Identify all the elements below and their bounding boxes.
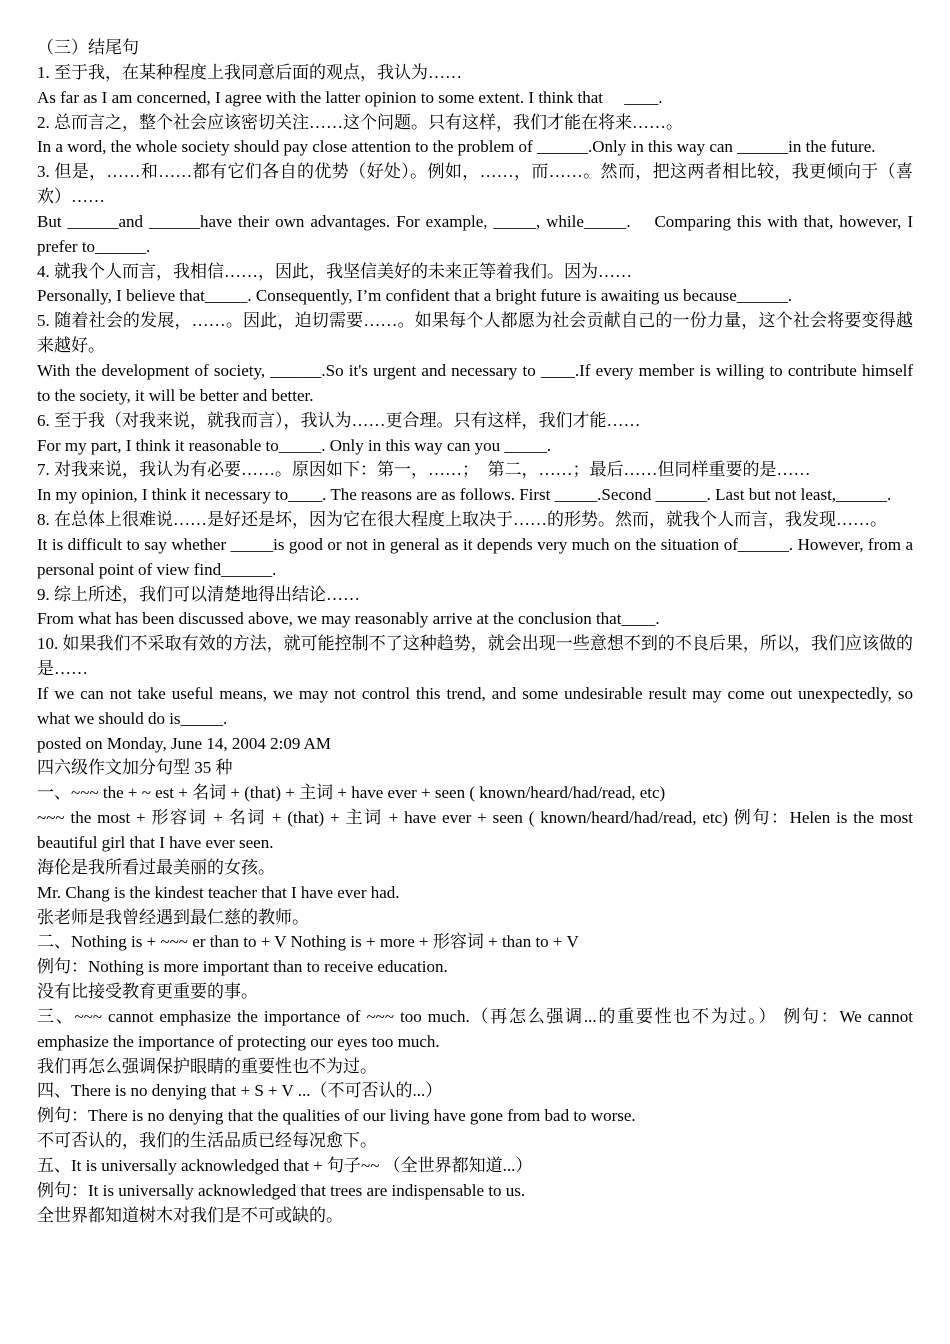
pattern-line: 海伦是我所看过最美丽的女孩。	[37, 857, 275, 877]
closing-sentence-item-1	[37, 61, 913, 111]
item-chinese: 6. 至于我（对我来说，就我而言），我认为……更合理。只有这样，我们才能……	[37, 410, 641, 430]
item-english: From what has been discussed above, we may reasonably arrive at the conclusion that____.	[37, 609, 660, 629]
pattern-line: 一、~~~ the + ~ est + 名词 + (that) + 主词 + have ever + seen ( known/heard/had/read, etc)	[37, 783, 666, 803]
pattern-line: 二、Nothing is + ~~~ er than to + V Nothing is + more + 形容词 + than to + V	[37, 932, 579, 952]
item-english: Personally, I believe that_____. Consequently, I’m confident that a bright future is awaiting us because______.	[37, 286, 793, 306]
item-chinese: 7. 对我来说，我认为有必要……。原因如下：第一，……； 第二，……；最后……但同样重要的是……	[37, 460, 811, 480]
item-english: It is difficult to say whether _____is good or not in general as it depends very much on the situation of______. However, from a personal point of view find______.	[37, 534, 913, 579]
pattern-line: 四、There is no denying that + S + V ...（不可否认的...）	[37, 1081, 443, 1101]
item-chinese: 10. 如果我们不采取有效的方法，就可能控制不了这种趋势，就会出现一些意想不到的不良后果，所以，我们应该做的是……	[37, 634, 913, 679]
item-english: If we can not take useful means, we may not control this trend, and some undesirable result may come out unexpectedly, so what we should do is_____.	[37, 683, 913, 728]
item-chinese: 8. 在总体上很难说……是好还是坏，因为它在很大程度上取决于……的形势。然而，就我个人而言，我发现……。	[37, 510, 887, 530]
pattern-line: 例句：It is universally acknowledged that trees are indispensable to us.	[37, 1180, 526, 1200]
pattern-line: 张老师是我曾经遇到最仁慈的教师。	[37, 907, 309, 927]
item-english: In my opinion, I think it necessary to____. The reasons are as follows. First _____.Second ______. Last but not least,______.	[37, 485, 892, 505]
item-chinese: 5. 随着社会的发展，……。因此，迫切需要……。如果每个人都愿为社会贡献自己的一份力量，这个社会将要变得越来越好。	[37, 311, 913, 356]
pattern-line: 我们再怎么强调保护眼睛的重要性也不为过。	[37, 1056, 377, 1076]
item-english: But ______and ______have their own advantages. For example, _____, while_____. Comparing this with that, however, I prefer to______.	[37, 211, 918, 256]
closing-sentence-item-3	[37, 160, 918, 259]
posted-timestamp: posted on Monday, June 14, 2004 2:09 AM	[37, 733, 332, 753]
closing-sentence-item-5	[37, 309, 913, 408]
closing-sentence-item-10	[37, 632, 913, 731]
section-title: （三）结尾句	[37, 38, 139, 57]
pattern-line: Mr. Chang is the kindest teacher that I have ever had.	[37, 882, 400, 902]
closing-sentence-item-4	[37, 260, 913, 310]
closing-sentence-item-8	[37, 508, 913, 583]
pattern-line: 不可否认的，我们的生活品质已经每况愈下。	[37, 1131, 377, 1151]
closing-sentence-item-2	[37, 111, 913, 161]
item-chinese: 4. 就我个人而言，我相信……，因此，我坚信美好的未来正等着我们。因为……	[37, 261, 632, 281]
pattern-line: 三、~~~ cannot emphasize the importance of ~~~ too much.（再怎么强调...的重要性也不为过。） 例句：We cannot emphasize the importance of protecting our eyes too much.	[37, 1006, 913, 1051]
pattern-line: 例句：There is no denying that the qualities of our living have gone from bad to worse.	[37, 1106, 636, 1126]
item-chinese: 1. 至于我，在某种程度上我同意后面的观点，我认为……	[37, 62, 462, 82]
item-english: In a word, the whole society should pay close attention to the problem of ______.Only in this way can ______in the future.	[37, 137, 876, 157]
pattern-line: 例句：Nothing is more important than to receive education.	[37, 957, 448, 977]
closing-sentence-item-9	[37, 583, 913, 633]
pattern-line: ~~~ the most + 形容词 + 名词 + (that) + 主词 + have ever + seen ( known/heard/had/read, etc) 例句：Helen is the most beautiful girl that I have ever seen.	[37, 808, 913, 852]
closing-sentence-item-6	[37, 409, 913, 459]
pattern-line: 五、It is universally acknowledged that + 句子~~ （全世界都知道...）	[37, 1155, 533, 1175]
pattern-line: 全世界都知道树木对我们是不可或缺的。	[37, 1205, 343, 1225]
item-english: For my part, I think it reasonable to_____. Only in this way can you _____.	[37, 435, 552, 455]
item-chinese: 9. 综上所述，我们可以清楚地得出结论……	[37, 584, 360, 604]
item-chinese: 3. 但是，……和……都有它们各自的优势（好处）。例如，……，而……。然而，把这两者相比较，我更倾向于（喜欢）……	[37, 162, 913, 207]
pattern-line: 没有比接受教育更重要的事。	[37, 982, 258, 1002]
item-english: As far as I am concerned, I agree with the latter opinion to some extent. I think that ____.	[37, 87, 663, 107]
item-chinese: 2. 总而言之，整个社会应该密切关注……这个问题。只有这样，我们才能在将来……。	[37, 112, 683, 132]
closing-sentence-item-7	[37, 458, 913, 508]
article-subtitle: 四六级作文加分句型 35 种	[37, 758, 233, 778]
item-english: With the development of society, ______.So it's urgent and necessary to ____.If every member is willing to contribute himself to the society, it will be better and better.	[37, 360, 913, 405]
